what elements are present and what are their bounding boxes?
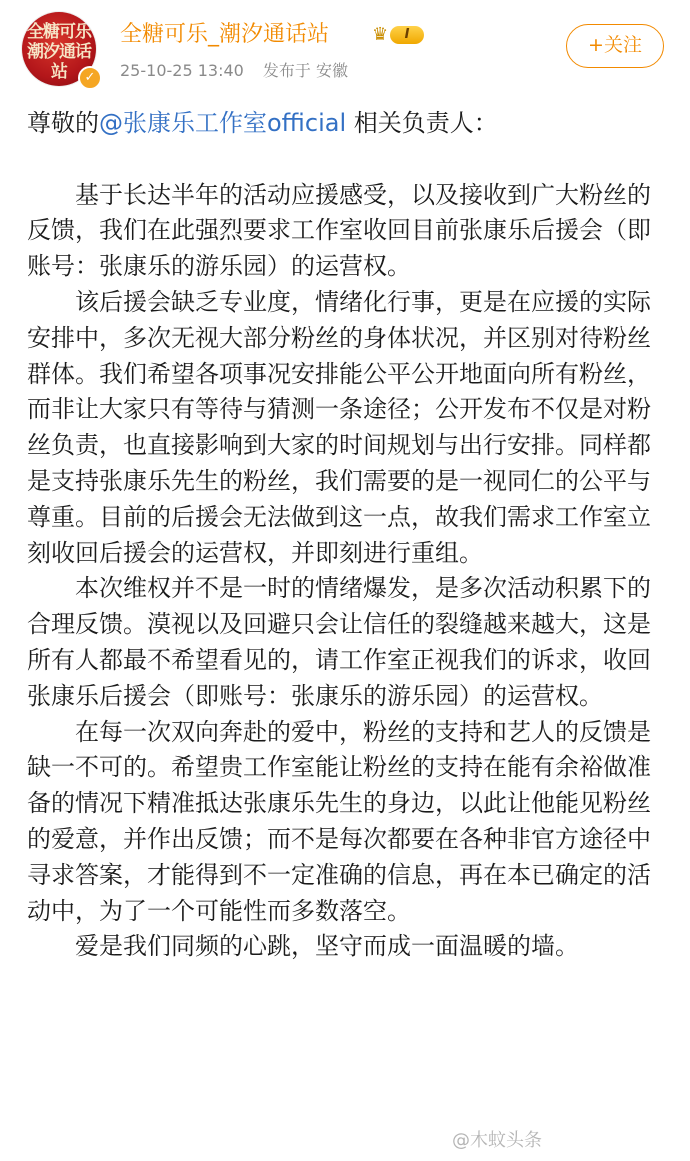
follow-button[interactable]: +关注	[566, 24, 664, 68]
level-badge[interactable]	[372, 24, 428, 46]
paragraph-5: 爱是我们同频的心跳，坚守而成一面温暖的墙。	[75, 932, 579, 961]
paragraph-3: 本次维权并不是一时的情绪爆发，是多次活动积累下的合理反馈。漠视以及回避只会让信任的裂缝越来越大，这是所有人都最不希望看见的，请工作室正视我们的诉求，收回张康乐后援会（即账号：张康乐的游乐园）的运营权。	[27, 574, 651, 710]
greeting-prefix: 尊敬的	[27, 109, 99, 137]
post-header	[0, 0, 690, 100]
avatar-text: 全糖可乐 潮汐通话站	[27, 22, 91, 82]
post-location: 发布于 安徽	[262, 61, 349, 80]
username[interactable]: 全糖可乐_潮汐通话站	[120, 22, 330, 47]
level-label: I	[390, 26, 424, 44]
verified-badge-icon: ✓	[78, 66, 102, 90]
post-timestamp: 25-10-25 13:40	[120, 61, 244, 80]
paragraph-2: 该后援会缺乏专业度，情绪化行事，更是在应援的实际安排中，多次无视大部分粉丝的身体状况，并区别对待粉丝群体。我们希望各项事况安排能公平公开地面向所有粉丝，而非让大家只有等待与猜测一条途径；公开发布不仅是对粉丝负责，也直接影响到大家的时间规划与出行安排。同样都是支持张康乐先生的粉丝，我们需要的是一视同仁的公平与尊重。目前的后援会无法做到这一点，故我们需求工作室立刻收回后援会的运营权，并即刻进行重组。	[27, 287, 651, 567]
paragraph-4: 在每一次双向奔赴的爱中，粉丝的支持和艺人的反馈是缺一不可的。希望贵工作室能让粉丝的支持在能有余裕做准备的情况下精准抵达张康乐先生的身边，以此让他能见粉丝的爱意，并作出反馈；而不是每次都要在各种非官方途径中寻求答案，才能得到不一定准确的信息，再在本已确定的活动中，为了一个可能性而多数落空。	[27, 717, 651, 925]
crown-icon: ♛	[372, 24, 389, 45]
post-content	[27, 106, 667, 965]
mention-link[interactable]: @张康乐工作室official	[99, 109, 347, 137]
post-meta	[120, 58, 348, 84]
paragraph-1: 基于长达半年的活动应援感受，以及接收到广大粉丝的反馈，我们在此强烈要求工作室收回目前张康乐后援会（即账号：张康乐的游乐园）的运营权。	[27, 180, 651, 281]
greeting-line	[27, 106, 667, 142]
greeting-suffix: 相关负责人：	[346, 109, 498, 137]
watermark: @木蚊头条	[452, 1130, 542, 1151]
